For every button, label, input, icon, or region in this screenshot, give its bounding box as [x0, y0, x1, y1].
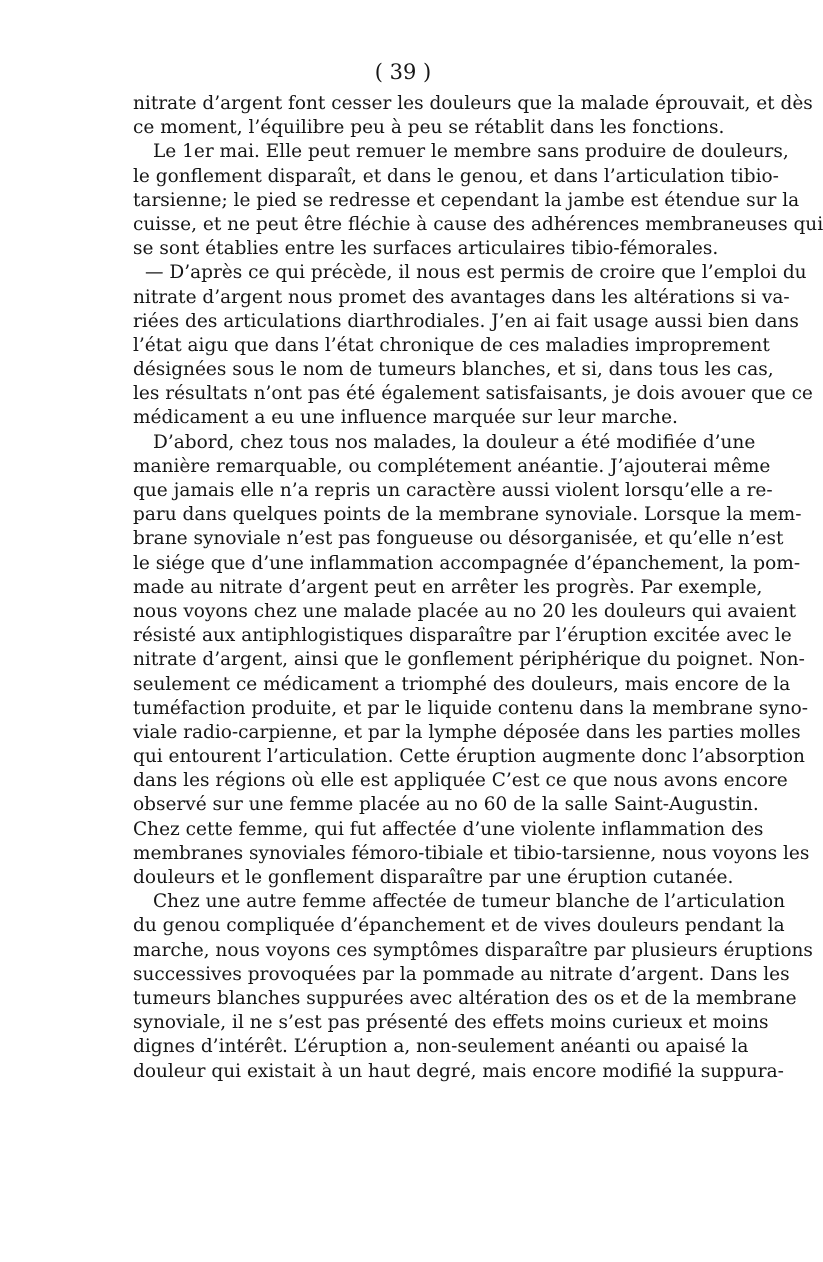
text-line: observé sur une femme placée au no 60 de la salle Saint-Augustin. — [133, 794, 759, 816]
text-line: D’abord, chez tous nos malades, la douleur a été modifiée d’une — [153, 431, 756, 453]
text-line: l’état aigu que dans l’état chronique de ces maladies improprement — [133, 334, 770, 356]
text-line: douleur qui existait à un haut degré, mais encore modifié la suppura- — [133, 1060, 784, 1082]
page-number: ( 39 ) — [374, 60, 432, 84]
text-line: Chez cette femme, qui fut affectée d’une violente inflammation des — [133, 818, 764, 840]
text-line: se sont établies entre les surfaces articulaires tibio-fémorales. — [133, 238, 719, 260]
text-line: tuméfaction produite, et par le liquide contenu dans la membrane syno- — [133, 697, 809, 719]
text-line: successives provoquées par la pommade au nitrate d’argent. Dans les — [133, 963, 790, 985]
text-line: médicament a eu une influence marquée sur leur marche. — [133, 407, 678, 429]
text-line: synoviale, il ne s’est pas présenté des effets moins curieux et moins — [133, 1012, 769, 1034]
paragraph-5 — [133, 890, 813, 1084]
text-line: le gonflement disparaît, et dans le genou, et dans l’articulation tibio- — [133, 165, 779, 187]
book-page — [133, 58, 823, 1084]
text-line: tarsienne; le pied se redresse et cependant la jambe est étendue sur la — [133, 189, 800, 211]
text-line: que jamais elle n’a repris un caractère aussi violent lorsqu’elle a re- — [133, 480, 773, 501]
text-line: les résultats n’ont pas été également satisfaisants, je dois avouer que ce — [133, 383, 813, 405]
text-line: douleurs et le gonflement disparaître par une éruption cutanée. — [133, 867, 734, 888]
text-line: manière remarquable, ou complétement anéantie. J’ajouterai même — [133, 455, 771, 477]
text-line: membranes synoviales fémoro-tibiale et tibio-tarsienne, nous voyons les — [133, 842, 810, 864]
text-line: Chez une autre femme affectée de tumeur blanche de l’articulation — [153, 891, 786, 913]
paragraph-1 — [133, 92, 813, 140]
text-line: nous voyons chez une malade placée au no 20 les douleurs qui avaient — [133, 600, 797, 622]
paragraph-2 — [133, 140, 823, 261]
text-line: viale radio-carpienne, et par la lymphe déposée dans les parties molles — [133, 721, 801, 743]
text-line: désignées sous le nom de tumeurs blanches, et si, dans tous les cas, — [133, 359, 774, 381]
text-line: ce moment, l’équilibre peu à peu se rétablit dans les fonctions. — [133, 117, 725, 139]
text-line: marche, nous voyons ces symptômes disparaître par plusieurs éruptions — [133, 939, 813, 961]
text-line: résisté aux antiphlogistiques disparaître par l’éruption excitée avec le — [133, 625, 792, 647]
text-line: paru dans quelques points de la membrane synoviale. Lorsque la mem- — [133, 504, 802, 526]
paragraph-3 — [133, 261, 813, 430]
text-line: le siége que d’une inflammation accompagnée d’épanchement, la pom- — [133, 552, 801, 574]
text-line: brane synoviale n’est pas fongueuse ou désorganisée, et qu’elle n’est — [133, 528, 784, 550]
text-line: — D’après ce qui précède, il nous est permis de croire que l’emploi du — [145, 262, 807, 284]
text-line: cuisse, et ne peut être fléchie à cause des adhérences membraneuses qui — [133, 213, 823, 235]
text-line: nitrate d’argent font cesser les douleurs que la malade éprouvait, et dès — [133, 93, 813, 114]
text-line: tumeurs blanches suppurées avec altération des os et de la membrane — [133, 987, 797, 1009]
text-line: nitrate d’argent, ainsi que le gonflement périphérique du poignet. Non- — [133, 649, 805, 671]
text-line: nitrate d’argent nous promet des avantages dans les altérations si va- — [133, 286, 790, 308]
text-line: made au nitrate d’argent peut en arrêter les progrès. Par exemple, — [133, 576, 763, 598]
text-line: du genou compliquée d’épanchement et de vives douleurs pendant la — [133, 915, 785, 937]
text-line: seulement ce médicament a triomphé des douleurs, mais encore de la — [133, 673, 791, 695]
paragraph-4 — [133, 431, 810, 891]
text-line: Le 1er mai. Elle peut remuer le membre sans produire de douleurs, — [153, 141, 789, 163]
text-line: dignes d’intérêt. L’éruption a, non-seulement anéanti ou apaisé la — [133, 1036, 749, 1058]
text-line: riées des articulations diarthrodiales. J’en ai fait usage aussi bien dans — [133, 310, 799, 332]
text-line: qui entourent l’articulation. Cette éruption augmente donc l’absorption — [133, 746, 805, 768]
text-line: dans les régions où elle est appliquée C’est ce que nous avons encore — [133, 770, 788, 792]
